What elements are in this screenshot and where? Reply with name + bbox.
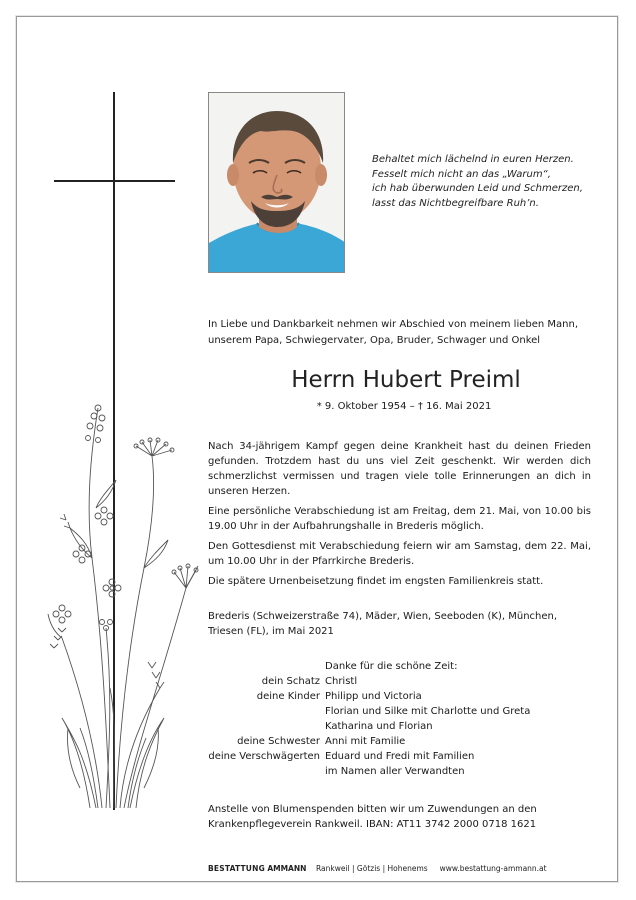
body-paragraph: Nach 34-jährigem Kampf gegen deine Krankheit hast du deinen Frieden gefunden. Trotzdem hast du uns viel Zeit geschenkt. Wir werden dich schmerzlichst vermissen und tragen viele tolle Erinnerungen an dich in unseren Herzen. xyxy=(208,441,591,497)
portrait-photo xyxy=(208,92,345,273)
quote-line: Fesselt mich nicht an das „Warum“, xyxy=(372,168,551,180)
donation-line: Anstelle von Blumenspenden bitten wir um Zuwendungen an den xyxy=(208,804,537,815)
mourner-relation: dein Schatz xyxy=(261,676,320,687)
mourner-names: Florian und Silke mit Charlotte und Greta xyxy=(325,706,531,717)
intro-line: unserem Papa, Schwiegervater, Opa, Bruder, Schwager und Onkel xyxy=(208,334,541,346)
places-line: Brederis (Schweizerstraße 74), Mäder, Wien, Seeboden (K), München, xyxy=(208,611,558,622)
mourner-row xyxy=(208,689,598,704)
mourner-row xyxy=(208,734,598,749)
thanks-row xyxy=(208,659,598,674)
mourner-relation: deine Kinder xyxy=(256,691,320,702)
mourner-relation xyxy=(208,764,325,779)
donation-note xyxy=(208,802,598,832)
announcement-body xyxy=(208,439,591,594)
body-paragraph: Den Gottesdienst mit Verabschiedung feiern wir am Samstag, dem 22. Mai, um 10.00 Uhr in der Pfarrkirche Brederis. xyxy=(208,541,591,567)
body-paragraph: Eine persönliche Verabschiedung ist am Freitag, dem 21. Mai, von 10.00 bis 19.00 Uhr in der Aufbahrungshalle in Brederis möglich. xyxy=(208,506,591,532)
funeral-home-locations: Rankweil | Götzis | Hohenems xyxy=(315,864,428,873)
funeral-home-brand: BESTATTUNG xyxy=(208,864,265,873)
mourner-relation: deine Verschwägerten xyxy=(208,751,320,762)
quote-line: lasst das Nichtbegreifbare Ruh’n. xyxy=(372,197,539,209)
mourner-names: Katharina und Florian xyxy=(325,721,433,732)
mourner-row xyxy=(208,719,598,734)
mourner-relation: deine Schwester xyxy=(237,736,320,747)
life-dates: * 9. Oktober 1954 – † 16. Mai 2021 xyxy=(316,401,492,412)
funeral-home-brand-name: AMMANN xyxy=(267,864,307,873)
funeral-home-website[interactable]: www.bestattung-ammann.at xyxy=(439,864,547,873)
mourner-row xyxy=(208,704,598,719)
mourner-relation xyxy=(208,704,325,719)
mourners-list xyxy=(208,659,598,779)
body-paragraph: Die spätere Urnenbeisetzung findet im engsten Familienkreis statt. xyxy=(208,576,544,587)
mourner-names: im Namen aller Verwandten xyxy=(325,766,465,777)
funeral-home-footer xyxy=(208,864,547,873)
memorial-quote xyxy=(372,153,602,211)
cross-horizontal-bar xyxy=(54,180,175,182)
mourner-row xyxy=(208,764,598,779)
mourner-relation xyxy=(208,719,325,734)
mourner-row xyxy=(208,674,598,689)
deceased-name: Herrn Hubert Preiml xyxy=(291,367,521,393)
mourner-names: Christl xyxy=(325,676,358,687)
quote-line: Behaltet mich lächelnd in euren Herzen. xyxy=(372,154,574,165)
mourner-names: Eduard und Fredi mit Familien xyxy=(325,751,475,762)
intro-text xyxy=(208,317,598,348)
mourner-names: Anni mit Familie xyxy=(325,736,406,747)
thanks-text: Danke für die schöne Zeit: xyxy=(325,661,458,672)
mourner-names: Philipp und Victoria xyxy=(325,691,422,702)
wildflower-illustration xyxy=(40,388,200,808)
intro-line: In Liebe und Dankbarkeit nehmen wir Abschied von meinem lieben Mann, xyxy=(208,319,579,330)
mourner-row xyxy=(208,749,598,764)
donation-line: Krankenpflegeverein Rankweil. IBAN: AT11 3742 2000 0718 1621 xyxy=(208,819,537,830)
quote-line: ich hab überwunden Leid und Schmerzen, xyxy=(372,183,583,194)
places-line: Triesen (FL), im Mai 2021 xyxy=(208,626,334,637)
places-and-date xyxy=(208,609,598,639)
